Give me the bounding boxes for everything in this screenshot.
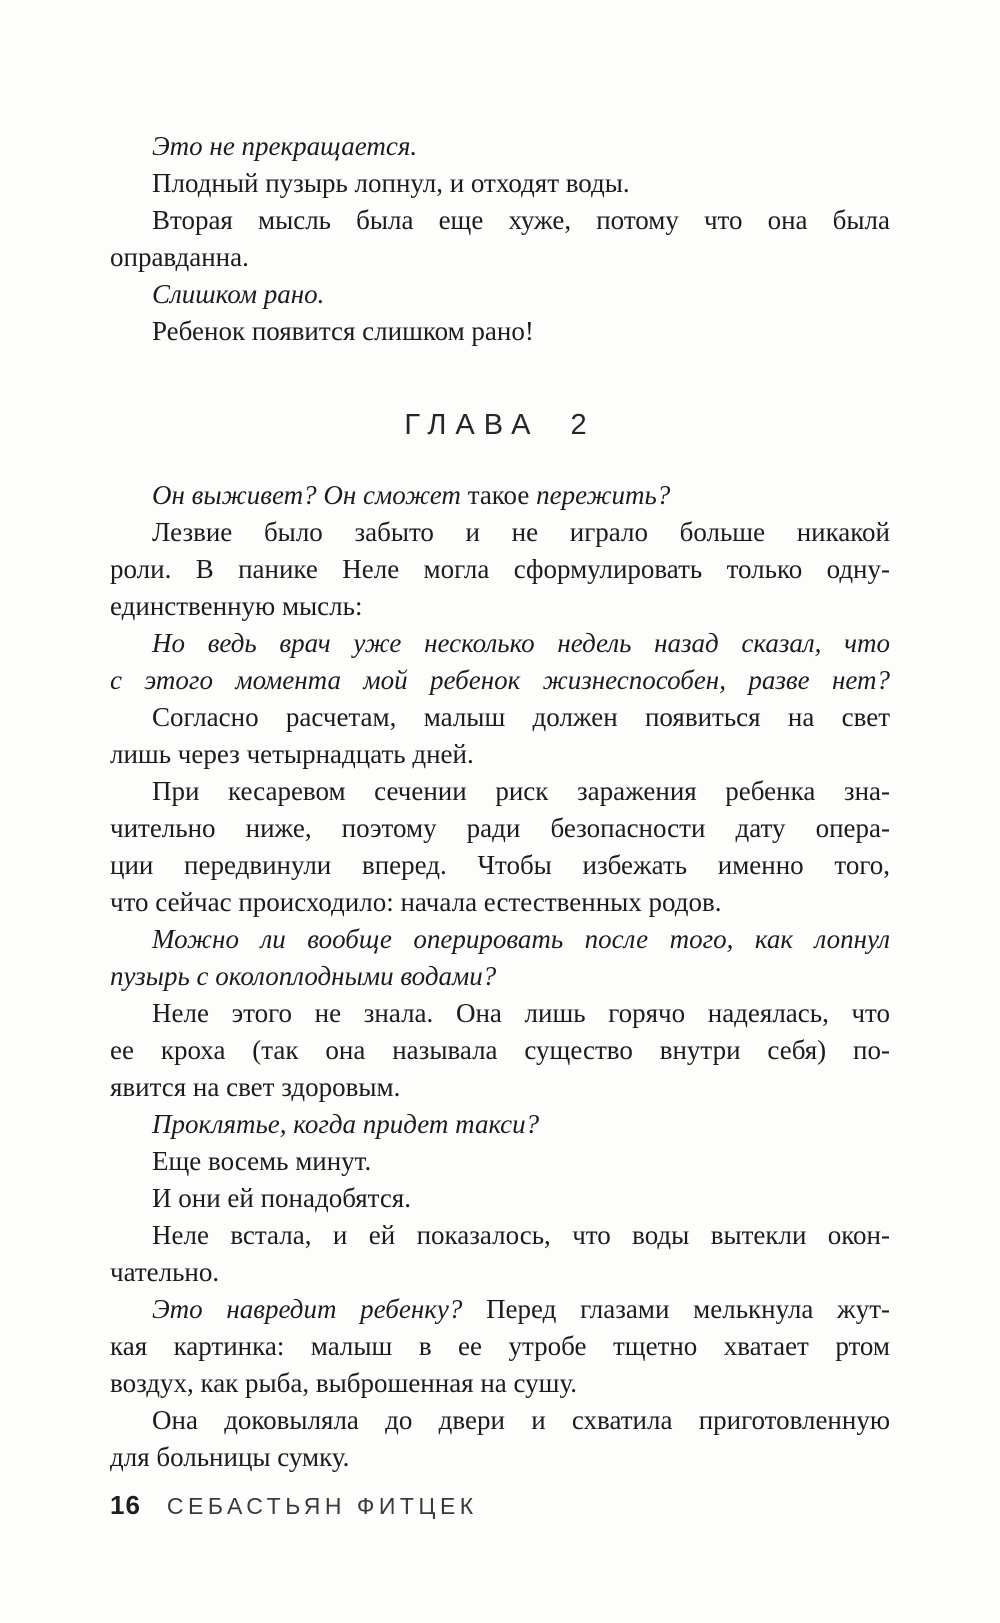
text-line [110, 995, 890, 1032]
text-segment: Вторая мысль была еще хуже, потому что она была [152, 205, 890, 235]
text-line [110, 1106, 890, 1143]
italic-text-segment: с этого момента мой ребенок жизнеспособен, разве нет? [110, 665, 890, 695]
text-line [110, 1402, 890, 1439]
text-segment: Плодный пузырь лопнул, и отходят воды. [152, 168, 630, 198]
text-line [110, 625, 890, 662]
text-segment: роли. В панике Неле могла сформулировать только одну- [110, 554, 890, 584]
text-line [110, 276, 890, 313]
text-line [110, 847, 890, 884]
text-line [110, 1291, 890, 1328]
opening-paragraphs [110, 128, 890, 350]
italic-text-segment: Можно ли вообще оперировать после того, как лопнул [152, 924, 890, 954]
text-segment: Еще восемь минут. [152, 1146, 372, 1176]
text-line [110, 1180, 890, 1217]
italic-text-segment: Он выживет? Он сможет [152, 480, 468, 510]
text-line [110, 662, 890, 699]
text-line [110, 958, 890, 995]
text-line [110, 1143, 890, 1180]
text-line [110, 884, 890, 921]
running-title-author: СЕБАСТЬЯН ФИТЦЕК [166, 1493, 478, 1519]
text-line [110, 1069, 890, 1106]
italic-text-segment: Проклятье, когда придет такси? [152, 1109, 540, 1139]
chapter-paragraphs [110, 477, 890, 1476]
chapter-heading: ГЛАВА 2 [404, 409, 596, 441]
text-line [110, 202, 890, 239]
italic-text-segment: Но ведь врач уже несколько недель назад сказал, что [152, 628, 890, 658]
text-segment: При кесаревом сечении риск заражения ребенка зна- [152, 776, 890, 806]
text-line [110, 1254, 890, 1291]
text-segment: Неле этого не знала. Она лишь горячо надеялась, что [152, 998, 890, 1028]
italic-text-segment: пережить? [536, 480, 671, 510]
text-segment: кая картинка: малыш в ее утробе тщетно хватает ртом [110, 1331, 890, 1361]
text-line [110, 773, 890, 810]
text-line [110, 551, 890, 588]
text-segment: И они ей понадобятся. [152, 1183, 411, 1213]
text-line [110, 239, 890, 276]
text-segment: что сейчас происходило: начала естественных родов. [110, 887, 722, 917]
text-segment: чительно ниже, поэтому ради безопасности дату опера- [110, 813, 890, 843]
text-line [110, 1365, 890, 1402]
text-line [110, 165, 890, 202]
text-line [110, 313, 890, 350]
text-segment: Она доковыляла до двери и схватила приготовленную [152, 1405, 890, 1435]
italic-text-segment: пузырь с околоплодными водами? [110, 961, 497, 991]
text-segment: оправданна. [110, 242, 249, 272]
text-segment: Согласно расчетам, малыш должен появиться на свет [152, 702, 890, 732]
text-line [110, 1328, 890, 1365]
text-segment: ее кроха (так она называла существо внутри себя) по- [110, 1035, 890, 1065]
italic-text-segment: Слишком рано. [152, 279, 325, 309]
text-segment: Неле встала, и ей показалось, что воды вытекли окон- [152, 1220, 890, 1250]
text-segment: лишь через четырнадцать дней. [110, 739, 474, 769]
text-line [110, 1217, 890, 1254]
text-segment: Перед глазами мелькнула жут- [486, 1294, 890, 1324]
text-segment: Лезвие было забыто и не играло больше никакой [152, 517, 890, 547]
text-line [110, 128, 890, 165]
text-segment: Ребенок появится слишком рано! [152, 316, 534, 346]
text-segment: чательно. [110, 1257, 220, 1287]
text-segment: воздух, как рыба, выброшенная на сушу. [110, 1368, 578, 1398]
text-line [110, 1032, 890, 1069]
text-line [110, 699, 890, 736]
italic-text-segment: Это навредит ребенку? [152, 1294, 487, 1324]
text-block [110, 128, 890, 1476]
text-line [110, 588, 890, 625]
text-segment: такое [467, 480, 537, 510]
text-line [110, 514, 890, 551]
text-line [110, 736, 890, 773]
text-segment: единственную мысль: [110, 591, 363, 621]
text-line [110, 1439, 890, 1476]
italic-text-segment: Это не прекращается. [152, 131, 418, 161]
page-footer [110, 1490, 478, 1521]
text-segment: явится на свет здоровым. [110, 1072, 401, 1102]
page-number: 16 [110, 1490, 141, 1520]
text-line [110, 810, 890, 847]
text-line [110, 477, 890, 514]
text-line [110, 921, 890, 958]
text-segment: ции передвинули вперед. Чтобы избежать именно того, [110, 850, 890, 880]
text-segment: для больницы сумку. [110, 1442, 350, 1472]
